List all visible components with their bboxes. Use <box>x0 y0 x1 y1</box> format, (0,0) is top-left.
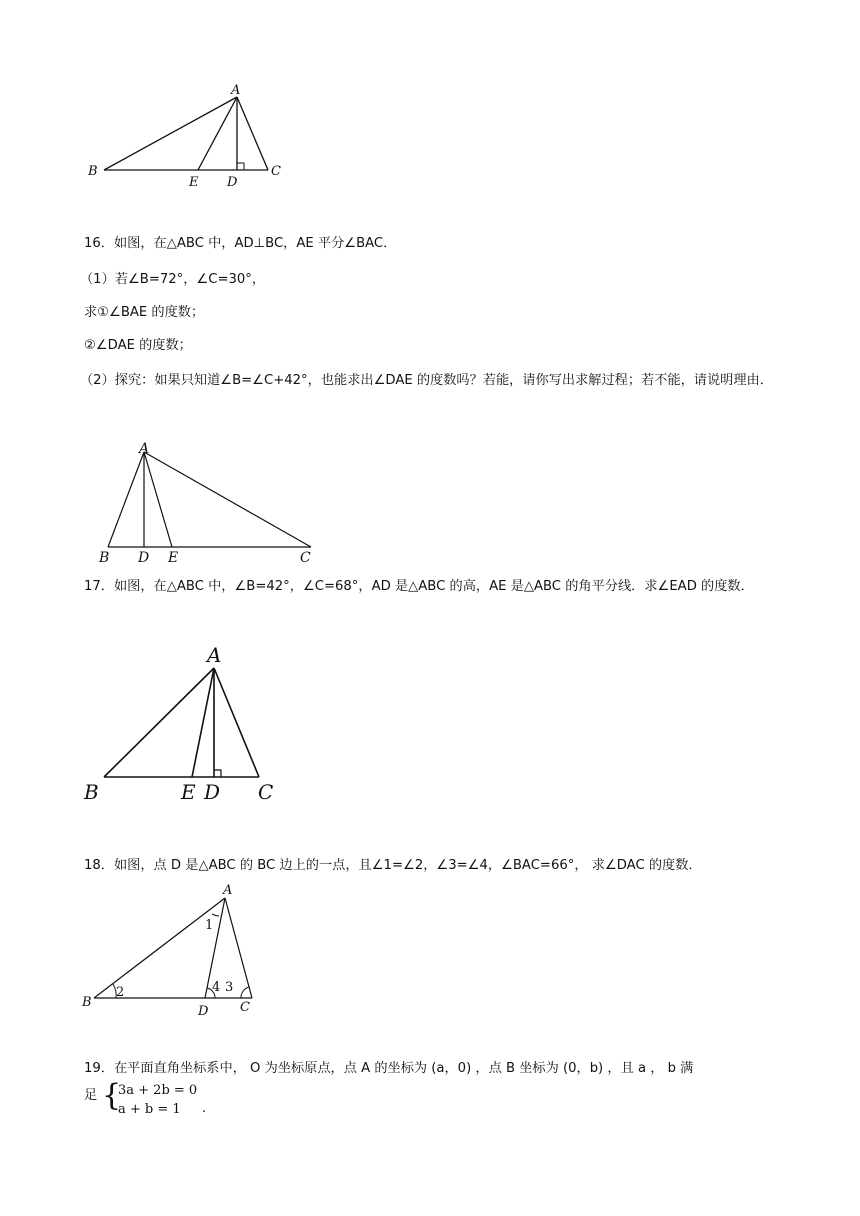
label-d: D <box>204 780 221 804</box>
label-a: A <box>223 883 233 898</box>
angle-2-label: 2 <box>116 985 125 1000</box>
q18-text: 18．如图，点 D 是△ABC 的 BC 边上的一点，且∠1=∠2，∠3=∠4，∠BAC=66°， 求∠DAC 的度数． <box>84 858 702 873</box>
label-b: B <box>84 780 99 804</box>
q16-ask1: 求①∠BAE 的度数； <box>84 305 205 320</box>
label-a: A <box>139 441 150 457</box>
q16-ask2: ②∠DAE 的度数； <box>84 338 192 353</box>
angle-3-label: 3 <box>225 980 234 995</box>
q16-title: 16．如图，在△ABC 中，AD⊥BC，AE 平分∠BAC． <box>84 236 397 251</box>
figure-triangle-3 <box>80 640 290 806</box>
figure-triangle-4 <box>78 878 268 1018</box>
q19-tail: . <box>202 1101 207 1116</box>
equation-1: 3a + 2b = 0 <box>118 1083 198 1098</box>
figure-triangle-2 <box>92 440 332 566</box>
equation-2: a + b = 1 <box>118 1102 181 1117</box>
label-e: E <box>181 780 196 804</box>
q19-text: 19．在平面直角坐标系中， O 为坐标原点，点 A 的坐标为 (a，0) ，点 B 坐标为 (0，b) ，且 a ， b 满 <box>84 1061 694 1076</box>
label-b: B <box>82 995 92 1010</box>
label-c: C <box>258 780 274 804</box>
label-e: E <box>168 550 179 566</box>
system-brace: { <box>102 1078 122 1113</box>
label-c: C <box>300 550 311 566</box>
q19-lead: 足 <box>84 1088 98 1103</box>
angle-1-label: 1 <box>205 918 214 933</box>
q16-part1: （1）若∠B=72°，∠C=30°， <box>80 272 266 287</box>
q17-text: 17．如图，在△ABC 中，∠B=42°，∠C=68°，AD 是△ABC 的高，AE 是△ABC 的角平分线．求∠EAD 的度数． <box>84 579 754 594</box>
label-d: D <box>198 1004 209 1018</box>
angle-4-label: 4 <box>212 980 221 995</box>
label-c: C <box>240 1000 250 1015</box>
figure-triangle-1 <box>80 80 300 190</box>
q16-part2: （2）探究：如果只知道∠B=∠C+42°，也能求出∠DAE 的度数吗？若能，请你写出求解过程；若不能，请说明理由． <box>80 373 773 388</box>
label-d: D <box>227 175 238 190</box>
label-d: D <box>138 550 150 566</box>
label-c: C <box>271 164 281 179</box>
label-a: A <box>207 643 222 667</box>
label-b: B <box>99 550 110 566</box>
label-e: E <box>189 175 199 190</box>
label-b: B <box>88 164 98 179</box>
label-a: A <box>231 83 241 98</box>
